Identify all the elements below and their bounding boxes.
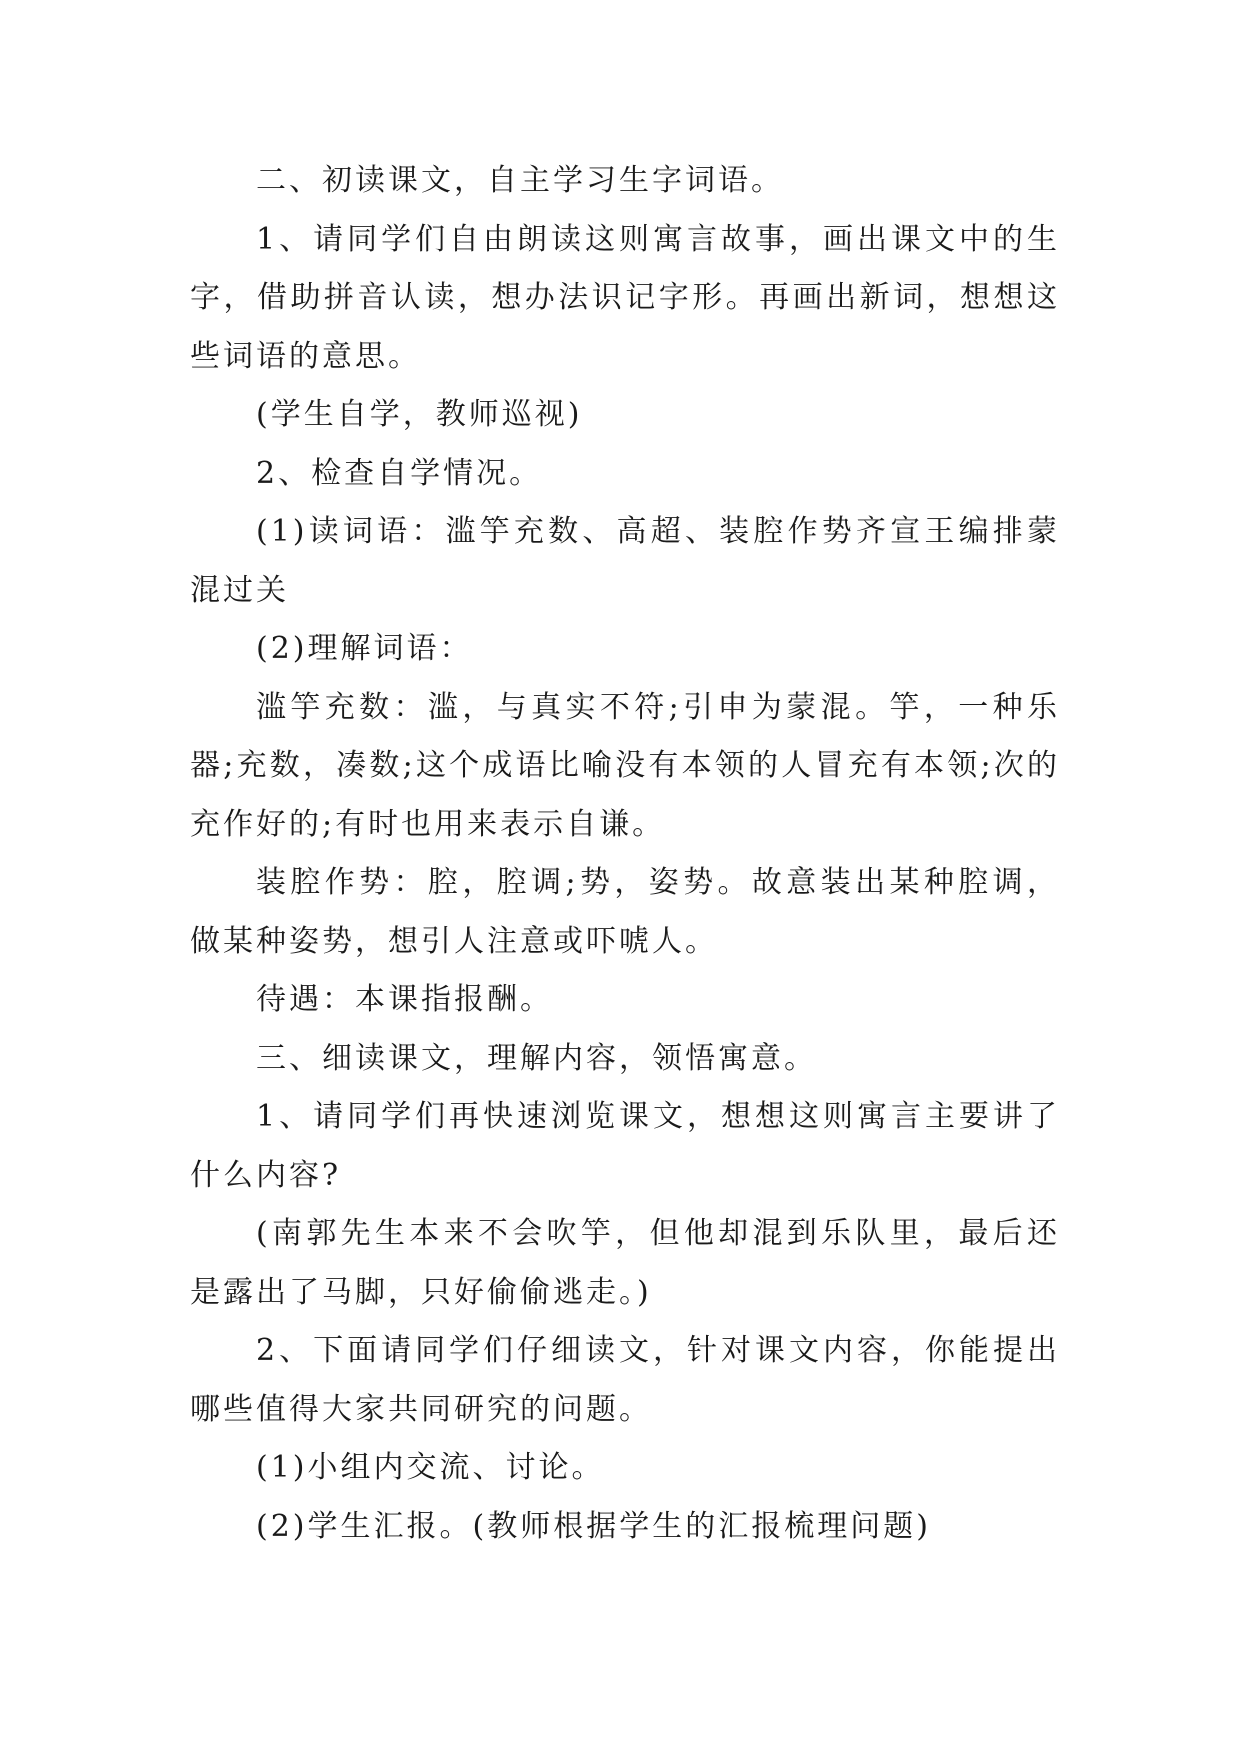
paragraph-group-discussion: (1)小组内交流、讨论。 <box>256 1450 605 1485</box>
section-heading-initial-reading: 二、初读课文，自主学习生字词语。 <box>256 163 784 198</box>
paragraph-browse-answer: (南郭先生本来不会吹竽，但他却混到乐队里，最后还是露出了马脚，只好偷偷逃走。) <box>190 1216 1060 1310</box>
paragraph-read-words: (1)读词语：滥竽充数、高超、装腔作势齐宣王编排蒙混过关 <box>190 514 1060 608</box>
paragraph-check-self-study: 2、检查自学情况。 <box>256 455 543 491</box>
document-page <box>190 152 1060 1556</box>
paragraph-definition-zhuangqiangzuoshi: 装腔作势：腔，腔调;势，姿势。故意装出某种腔调，做某种姿势，想引人注意或吓唬人。 <box>190 865 1060 959</box>
paragraph-student-self-study: (学生自学，教师巡视) <box>256 397 583 432</box>
paragraph-definition-daiyu: 待遇：本课指报酬。 <box>256 982 553 1017</box>
paragraph-definition-lanyuchongshu: 滥竽充数：滥，与真实不符;引申为蒙混。竽，一种乐器;充数，凑数;这个成语比喻没有本领的人冒充有本领;次的充作好的;有时也用来表示自谦。 <box>190 689 1060 842</box>
paragraph-self-reading-instruction: 1、请同学们自由朗读这则寓言故事，画出课文中的生字，借助拼音认读，想办法识记字形。再画出新词，想想这些词语的意思。 <box>190 221 1060 374</box>
section-heading-detailed-reading: 三、细读课文，理解内容，领悟寓意。 <box>256 1040 817 1076</box>
paragraph-understand-words: (2)理解词语： <box>256 631 473 666</box>
paragraph-student-report: (2)学生汇报。(教师根据学生的汇报梳理问题) <box>256 1508 931 1544</box>
paragraph-raise-questions: 2、下面请同学们仔细读文，针对课文内容，你能提出哪些值得大家共同研究的问题。 <box>190 1333 1060 1427</box>
paragraph-browse-question: 1、请同学们再快速浏览课文，想想这则寓言主要讲了什么内容? <box>190 1099 1060 1193</box>
